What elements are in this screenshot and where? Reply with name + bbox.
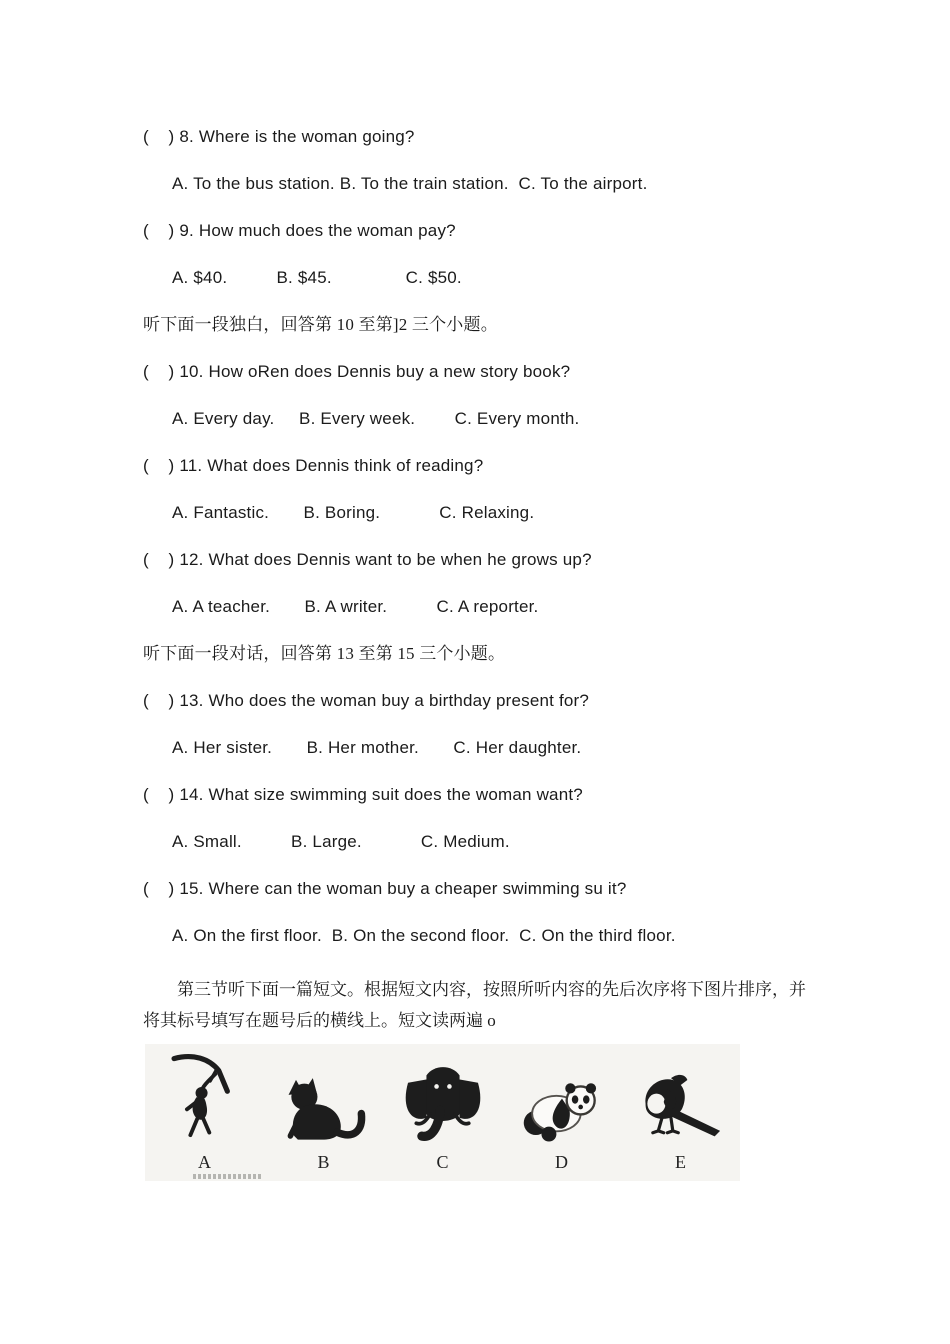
question-10-options: A. Every day. B. Every week. C. Every month. xyxy=(172,409,580,428)
question-8-options: A. To the bus station. B. To the train station. C. To the airport. xyxy=(172,174,648,193)
question-15-options: A. On the first floor. B. On the second floor. C. On the third floor. xyxy=(172,926,676,945)
question-13: ( ) 13. Who does the woman buy a birthday present for? xyxy=(143,691,590,710)
cat-image xyxy=(276,1065,372,1149)
monkey-image xyxy=(162,1049,248,1149)
picture-option-c xyxy=(383,1044,502,1181)
section-note-dialogue: 听下面一段对话，回答第 13 至第 15 三个小题。 xyxy=(143,644,506,663)
question-11-options: A. Fantastic. B. Boring. C. Relaxing. xyxy=(172,503,535,522)
picture-option-e xyxy=(621,1044,740,1181)
question-8: ( ) 8. Where is the woman going? xyxy=(143,127,415,146)
picture-label-e: E xyxy=(675,1152,686,1172)
bird-image xyxy=(631,1061,731,1149)
question-10: ( ) 10. How oRen does Dennis buy a new story book? xyxy=(143,362,571,381)
picture-option-a xyxy=(145,1044,264,1181)
picture-label-c: C xyxy=(436,1152,449,1172)
question-13-options: A. Her sister. B. Her mother. C. Her daughter. xyxy=(172,738,582,757)
elephant-image xyxy=(397,1057,489,1149)
question-11: ( ) 11. What does Dennis think of reading? xyxy=(143,456,484,475)
question-15: ( ) 15. Where can the woman buy a cheaper swimming su it? xyxy=(143,879,627,898)
question-12-options: A. A teacher. B. A writer. C. A reporter. xyxy=(172,597,539,616)
picture-label-d: D xyxy=(555,1152,568,1172)
question-9-options: A. $40. B. $45. C. $50. xyxy=(172,268,462,287)
picture-option-b xyxy=(264,1044,383,1181)
section-note-monologue: 听下面一段独白，回答第 10 至第]2 三个小题。 xyxy=(143,315,498,334)
tiny-watermark xyxy=(193,1174,261,1179)
question-12: ( ) 12. What does Dennis want to be when he grows up? xyxy=(143,550,592,569)
picture-label-b: B xyxy=(317,1152,330,1172)
question-14: ( ) 14. What size swimming suit does the woman want? xyxy=(143,785,583,804)
section3-instruction: 第三节听下面一篇短文。根据短文内容，按照所听内容的先后次序将下图片排序，并将其标号填写在题号后的横线上。短文读两遍 o xyxy=(143,980,806,1030)
question-9: ( ) 9. How much does the woman pay? xyxy=(143,221,456,240)
panda-image xyxy=(514,1065,610,1149)
picture-option-d xyxy=(502,1044,621,1181)
question-14-options: A. Small. B. Large. C. Medium. xyxy=(172,832,510,851)
animal-picture-strip xyxy=(145,1044,740,1181)
picture-label-a: A xyxy=(198,1152,211,1172)
